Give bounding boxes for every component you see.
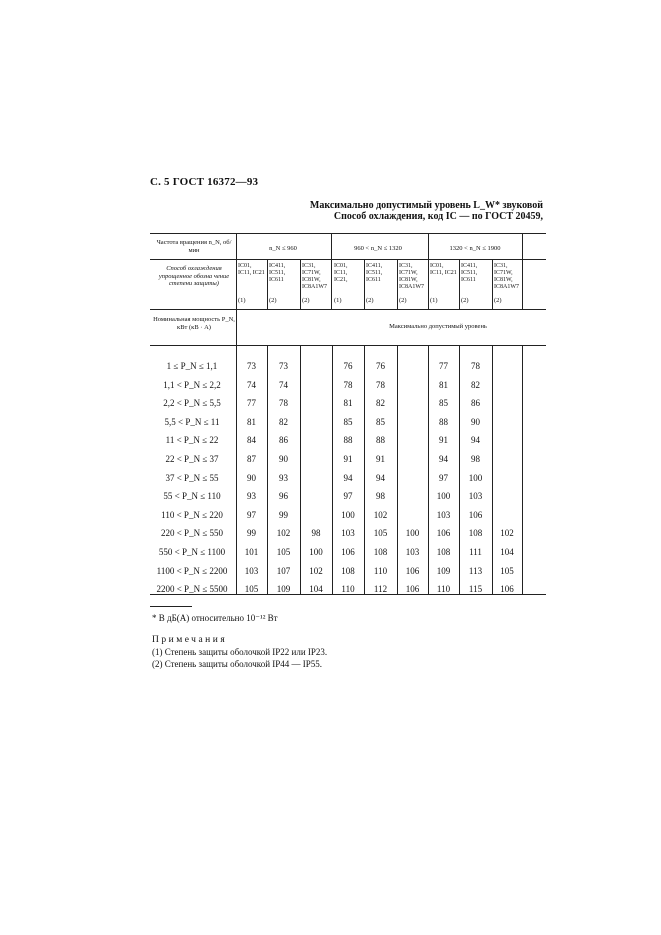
noise-value: 94 [439, 454, 448, 464]
table-rule [397, 345, 398, 594]
noise-value: 87 [247, 454, 256, 464]
noise-value: 84 [247, 435, 256, 446]
noise-value: 100 [436, 491, 451, 502]
noise-value: 85 [343, 416, 353, 427]
noise-value: 108 [436, 547, 451, 557]
cooling-code-cell: IC31, IC71W, IC81W, IC8A1W7 [399, 263, 424, 290]
noise-value: 110 [373, 565, 388, 576]
power-range: 110 < P_N ≤ 220 [161, 509, 223, 520]
noise-value: 90 [471, 416, 480, 427]
noise-value: 104 [500, 547, 514, 557]
noise-value: 97 [247, 509, 256, 520]
noise-value: 78 [376, 379, 385, 390]
table-rule [236, 233, 237, 594]
noise-value: 73 [247, 361, 256, 371]
power-range: 37 < P_N ≤ 55 [165, 472, 219, 483]
noise-value: 85 [439, 398, 448, 409]
noise-value: 104 [309, 584, 323, 595]
noise-value: 105 [373, 528, 388, 539]
table-title-line-2: Способ охлаждения, код IC — по ГОСТ 20459, [333, 211, 543, 222]
noise-value: 103 [436, 509, 451, 520]
noise-value: 100 [341, 509, 355, 520]
cooling-code-cell: IC411, IC511, IC611 [366, 263, 383, 283]
noise-value: 106 [405, 584, 420, 595]
noise-value: 81 [247, 416, 256, 427]
noise-value: 102 [276, 528, 291, 539]
cooling-code-note: (2) [269, 297, 277, 304]
table-title-line-1: Максимально допустимый уровень L_W* звуковой [309, 200, 543, 211]
noise-value: 106 [436, 528, 451, 539]
noise-value: 81 [343, 398, 353, 409]
power-range: 2200 < P_N ≤ 5500 [156, 584, 228, 595]
power-range: 11 < P_N ≤ 22 [165, 435, 219, 446]
cooling-code-note: (2) [461, 297, 469, 304]
noise-value: 77 [439, 361, 448, 371]
noise-value: 90 [279, 454, 288, 464]
noise-value: 73 [279, 361, 288, 371]
cooling-code-note: (1) [430, 297, 438, 304]
noise-value: 102 [500, 528, 514, 539]
noise-value: 82 [376, 398, 385, 409]
noise-value: 74 [279, 379, 288, 390]
noise-value: 94 [471, 435, 480, 446]
table-rule [150, 594, 546, 595]
noise-value: 77 [247, 398, 256, 409]
noise-value: 98 [311, 528, 321, 539]
noise-value: 112 [373, 584, 388, 595]
table-rule [428, 233, 429, 309]
noise-value: 90 [247, 472, 256, 483]
noise-value: 96 [279, 491, 288, 502]
power-range: 1,1 < P_N ≤ 2,2 [163, 379, 221, 390]
table-rule [150, 259, 546, 260]
cooling-code-note: (2) [366, 297, 374, 304]
noise-value: 103 [244, 565, 259, 576]
power-range: 55 < P_N ≤ 110 [163, 491, 221, 502]
table-rule [492, 259, 493, 309]
table-rule [364, 345, 365, 594]
noise-value: 106 [405, 565, 420, 576]
speed-group-3: 1320 < n_N ≤ 1900 [449, 245, 501, 252]
table-rule [397, 259, 398, 309]
noise-value: 99 [247, 528, 256, 539]
noise-value: 113 [468, 565, 483, 576]
noise-value: 102 [309, 565, 323, 576]
footnote: * В дБ(А) относительно 10⁻¹² Вт [152, 613, 278, 623]
noise-value: 78 [343, 379, 353, 390]
noise-value: 105 [244, 584, 259, 595]
noise-value: 86 [279, 435, 288, 446]
noise-value: 106 [500, 584, 514, 595]
table-rule [300, 345, 301, 594]
noise-value: 78 [471, 361, 480, 371]
noise-value: 93 [279, 472, 288, 483]
noise-value: 105 [500, 565, 514, 576]
noise-value: 101 [244, 547, 259, 557]
noise-value: 88 [343, 435, 353, 446]
noise-value: 94 [343, 472, 353, 483]
table-rule [522, 345, 523, 594]
noise-value: 81 [439, 379, 448, 390]
table-rule [428, 345, 429, 594]
noise-value: 74 [247, 379, 256, 390]
cooling-code-note: (2) [399, 297, 407, 304]
noise-value: 88 [376, 435, 385, 446]
noise-value: 91 [439, 435, 448, 446]
cooling-code-note: (2) [494, 297, 502, 304]
noise-value: 109 [276, 584, 291, 595]
noise-value: 103 [405, 547, 420, 557]
power-range: 2,2 < P_N ≤ 5,5 [163, 398, 221, 409]
speed-group-2: 960 < n_N ≤ 1320 [354, 245, 402, 252]
table-rule [364, 259, 365, 309]
noise-level-table [150, 233, 546, 594]
speed-group-1: n_N ≤ 960 [269, 245, 297, 252]
power-range: 1 ≤ P_N ≤ 1,1 [166, 361, 218, 371]
noise-value: 88 [439, 416, 448, 427]
max-level-label: Максимально допустимый уровень [389, 323, 487, 330]
table-rule [459, 259, 460, 309]
noise-value: 102 [373, 509, 388, 520]
power-range: 550 < P_N ≤ 1100 [158, 547, 226, 557]
cooling-code-cell: IC31, IC71W, IC81W, IC8A1W7 [302, 263, 327, 290]
noise-value: 107 [276, 565, 291, 576]
noise-value: 98 [471, 454, 480, 464]
noise-value: 108 [468, 528, 483, 539]
noise-value: 100 [405, 528, 420, 539]
noise-value: 98 [376, 491, 385, 502]
noise-value: 106 [468, 509, 483, 520]
cooling-code-cell: IC411, IC511, IC611 [461, 263, 478, 283]
noise-value: 111 [469, 547, 482, 557]
note-2: (2) Степень защиты оболочкой IP44 — IP55. [152, 659, 323, 669]
noise-value: 76 [343, 361, 353, 371]
noise-value: 91 [376, 454, 385, 464]
noise-value: 78 [279, 398, 288, 409]
table-rule [267, 345, 268, 594]
cooling-code-cell: IC01, IC11, IC21 [238, 263, 265, 276]
cooling-code-cell: IC01, IC11, IC21, [334, 263, 348, 283]
cooling-code-cell: IC31, IC71W, IC81W, IC8A1W7 [494, 263, 519, 290]
table-rule [267, 259, 268, 309]
cooling-code-note: (1) [238, 297, 246, 304]
noise-value: 99 [279, 509, 288, 520]
power-range: 22 < P_N ≤ 37 [165, 454, 219, 464]
noise-value: 103 [468, 491, 483, 502]
speed-label: Частота вращения n_N, об/мин [156, 239, 232, 254]
noise-value: 110 [436, 584, 451, 595]
footnote-rule [150, 606, 192, 607]
table-rule [300, 259, 301, 309]
table-rule [492, 345, 493, 594]
table-rule [331, 233, 332, 309]
noise-value: 91 [343, 454, 353, 464]
table-rule [522, 233, 523, 309]
noise-value: 105 [276, 547, 291, 557]
noise-value: 82 [471, 379, 480, 390]
noise-value: 108 [373, 547, 388, 557]
cooling-code-note: (2) [302, 297, 310, 304]
cooling-code-cell: IC411, IC511, IC611 [269, 263, 286, 283]
noise-value: 106 [341, 547, 355, 557]
noise-value: 97 [343, 491, 353, 502]
noise-value: 76 [376, 361, 385, 371]
cooling-method-label: Способ охлаждения упрощенное обозна чение степени защиты) [158, 265, 230, 287]
table-rule [150, 345, 546, 346]
power-range: 220 < P_N ≤ 550 [160, 528, 224, 539]
noise-value: 97 [439, 472, 448, 483]
noise-value: 103 [341, 528, 355, 539]
table-rule [150, 309, 546, 310]
noise-value: 93 [247, 491, 256, 502]
cooling-code-note: (1) [334, 297, 342, 304]
noise-value: 115 [468, 584, 483, 595]
page-header: С. 5 ГОСТ 16372—93 [150, 176, 259, 188]
table-rule [332, 345, 333, 594]
noise-value: 100 [468, 472, 483, 483]
noise-value: 109 [436, 565, 451, 576]
noise-value: 85 [376, 416, 385, 427]
power-label: Номинальная мощность P_N, кВт (кВ · А) [153, 316, 235, 331]
power-range: 1100 < P_N ≤ 2200 [156, 565, 228, 576]
noise-value: 86 [471, 398, 480, 409]
power-range: 5,5 < P_N ≤ 11 [164, 416, 220, 427]
table-rule [150, 233, 546, 234]
noise-value: 100 [309, 547, 323, 557]
cooling-code-cell: IC01, IC11, IC21 [430, 263, 457, 276]
noise-value: 108 [341, 565, 355, 576]
noise-value: 94 [376, 472, 385, 483]
notes-title: Примечания [152, 635, 228, 645]
noise-value: 82 [279, 416, 288, 427]
note-1: (1) Степень защиты оболочкой IP22 или IP23. [152, 647, 328, 657]
table-rule [459, 345, 460, 594]
noise-value: 110 [341, 584, 355, 595]
